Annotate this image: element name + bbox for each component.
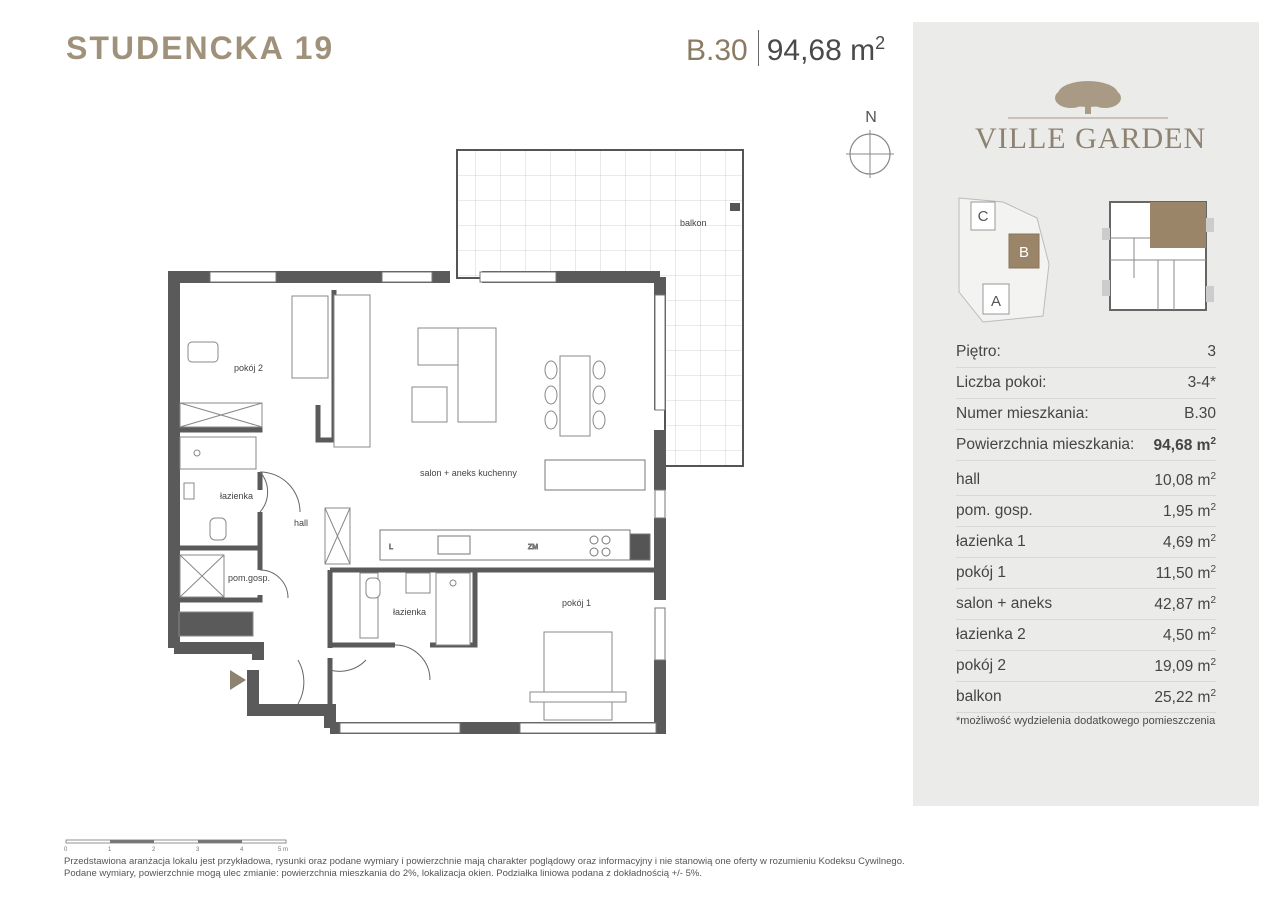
disclaimer: Przedstawiona aranżacja lokalu jest przykładowa, rysunki oraz podane wymiary i powierzchnie mają charakter poglądowy oraz informacyjny i nie stanowią one oferty w rozumieniu Kodeksu Cywilnego. Podane wymiary, powierzchnie mogą ulec zmianie: powierzchnia mieszkania do 2%, lokalizacja okien. Podziałka liniowa podana z dokładnością +/- 5%. xyxy=(64,856,905,879)
svg-text:1: 1 xyxy=(108,847,112,853)
detail-row: pokój 1 11,50 $m^2$ xyxy=(956,558,1216,589)
living-furniture xyxy=(334,295,605,447)
bedroom1-furniture xyxy=(530,632,626,720)
svg-text:2: 2 xyxy=(152,847,156,853)
detail-row: łazienka 2 4,50 $m^2$ xyxy=(956,620,1216,651)
detail-row: Piętro: 3 xyxy=(956,337,1216,368)
detail-row: łazienka 1 4,69 $m^2$ xyxy=(956,527,1216,558)
floor-key-plan xyxy=(1098,188,1218,328)
room-label-lazienka2: łazienka xyxy=(393,607,427,617)
footnote: *możliwość wydzielenia dodatkowego pomieszczenia xyxy=(956,715,1216,727)
detail-row: salon + aneks 42,87 $m^2$ xyxy=(956,589,1216,620)
room-label-pokoj2: pokój 2 xyxy=(234,363,264,373)
floor-plan xyxy=(150,100,750,740)
svg-text:3: 3 xyxy=(196,847,200,853)
room-label-balkon: balkon xyxy=(680,218,707,228)
info-panel xyxy=(913,22,1259,806)
detail-row: balkon 25,22 $m^2$ xyxy=(956,682,1216,713)
door-swings xyxy=(260,472,430,704)
detail-row: Numer mieszkania: B.30 xyxy=(956,399,1216,430)
compass-label: N xyxy=(865,109,877,126)
unit-heading xyxy=(686,30,885,68)
detail-row: pom. gosp. 1,95 $m^2$ xyxy=(956,496,1216,527)
svg-text:ZM: ZM xyxy=(528,544,539,551)
scale-bar xyxy=(64,838,294,854)
room-label-pokoj1: pokój 1 xyxy=(562,598,592,608)
heading-divider xyxy=(758,30,759,66)
room-label-hall: hall xyxy=(294,518,309,528)
unit-code: B.30 xyxy=(686,34,748,67)
room-label-salon: salon + aneks kuchenny xyxy=(420,468,517,478)
room-label-lazienka1: łazienka xyxy=(220,491,254,501)
room-label-pomgosp: pom.gosp. xyxy=(228,573,271,583)
building-a-label: A xyxy=(990,293,1002,310)
detail-row: pokój 2 19,09 $m^2$ xyxy=(956,651,1216,682)
logo-text: VILLE GARDEN xyxy=(975,122,1207,155)
site-map xyxy=(953,192,1053,328)
building-c-label: C xyxy=(977,208,989,225)
detail-row-total-area: Powierzchnia mieszkania: 94,68 $m^2$ xyxy=(956,430,1216,461)
entrance-arrow-icon xyxy=(230,670,246,690)
svg-text:4: 4 xyxy=(240,847,244,853)
project-title: STUDENCKA 19 xyxy=(66,30,335,66)
svg-text:L: L xyxy=(389,544,393,551)
unit-area: 94,68 $m^2$ xyxy=(766,33,886,67)
detail-row: Liczba pokoi: 3-4* xyxy=(956,368,1216,399)
unit-details xyxy=(956,337,1216,713)
room2-furniture xyxy=(180,296,328,427)
compass-icon xyxy=(845,104,895,180)
svg-text:5 m: 5 m xyxy=(278,847,289,853)
detail-row: hall 10,08 $m^2$ xyxy=(956,465,1216,496)
building-b-label: B xyxy=(1018,244,1030,261)
svg-text:0: 0 xyxy=(64,847,68,853)
